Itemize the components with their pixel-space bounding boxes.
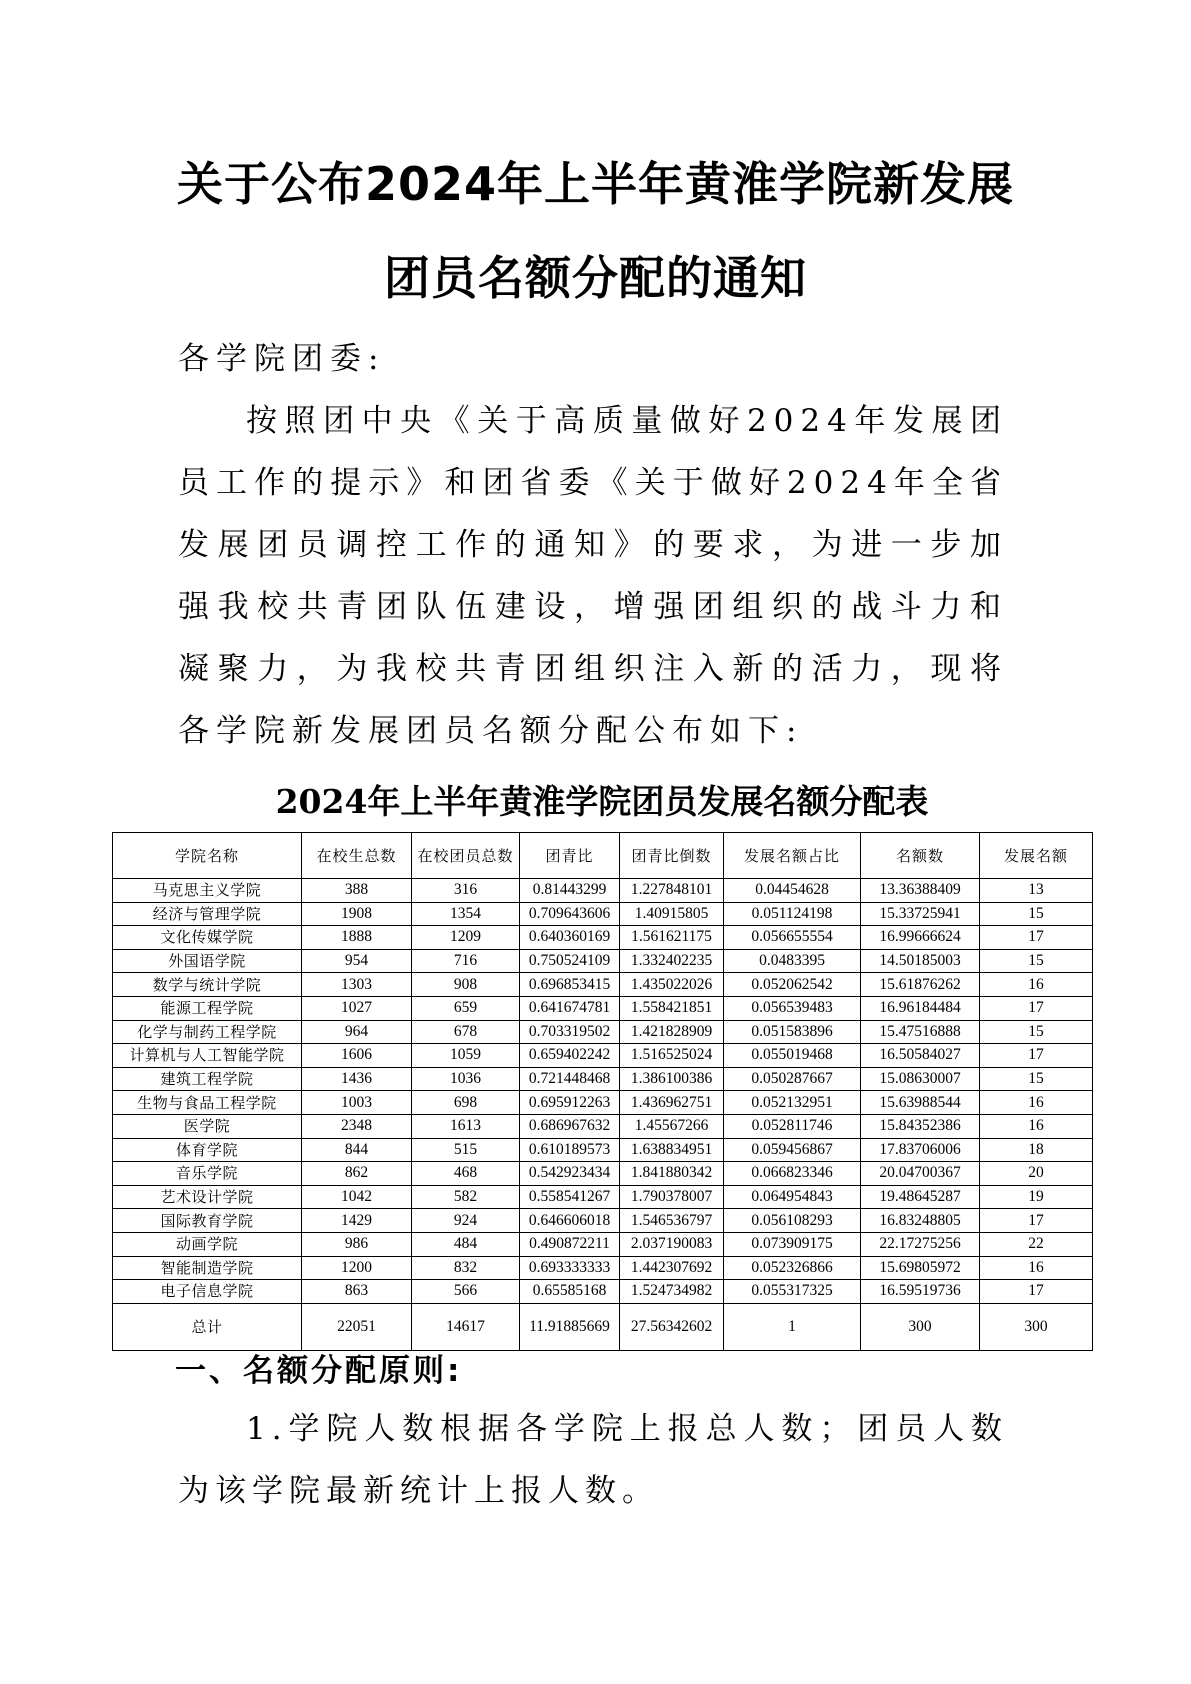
table-cell: 515 bbox=[412, 1138, 520, 1162]
table-cell: 863 bbox=[302, 1280, 412, 1304]
total-label-cell: 总计 bbox=[113, 1303, 302, 1350]
college-name-cell: 智能制造学院 bbox=[113, 1256, 302, 1280]
total-cell: 14617 bbox=[412, 1303, 520, 1350]
table-cell: 0.721448468 bbox=[520, 1067, 620, 1091]
section-heading: 一、名额分配原则: bbox=[175, 1353, 463, 1389]
table-cell: 0.693333333 bbox=[520, 1256, 620, 1280]
table-cell: 1.45567266 bbox=[620, 1114, 724, 1138]
table-row bbox=[113, 879, 1093, 903]
table-cell: 1.561621175 bbox=[620, 926, 724, 950]
table-cell: 17 bbox=[980, 1044, 1093, 1068]
college-name-cell: 建筑工程学院 bbox=[113, 1067, 302, 1091]
college-name-cell: 计算机与人工智能学院 bbox=[113, 1044, 302, 1068]
table-row bbox=[113, 1256, 1093, 1280]
table-cell: 1.332402235 bbox=[620, 949, 724, 973]
table-cell: 20 bbox=[980, 1162, 1093, 1186]
table-cell: 0.558541267 bbox=[520, 1185, 620, 1209]
table-cell: 15 bbox=[980, 1067, 1093, 1091]
table-cell: 15 bbox=[980, 902, 1093, 926]
table-row bbox=[113, 1280, 1093, 1304]
table-cell: 0.0483395 bbox=[724, 949, 861, 973]
table-cell: 954 bbox=[302, 949, 412, 973]
table-cell: 0.641674781 bbox=[520, 996, 620, 1020]
table-cell: 0.052132951 bbox=[724, 1091, 861, 1115]
table-cell: 0.750524109 bbox=[520, 949, 620, 973]
table-row bbox=[113, 1091, 1093, 1115]
table-cell: 844 bbox=[302, 1138, 412, 1162]
table-total-row bbox=[113, 1303, 1093, 1350]
table-cell: 18 bbox=[980, 1138, 1093, 1162]
table-cell: 0.051124198 bbox=[724, 902, 861, 926]
table-cell: 908 bbox=[412, 973, 520, 997]
table-cell: 1.421828909 bbox=[620, 1020, 724, 1044]
total-cell: 1 bbox=[724, 1303, 861, 1350]
college-name-cell: 动画学院 bbox=[113, 1232, 302, 1256]
table-row bbox=[113, 1185, 1093, 1209]
header-cell: 发展名额 bbox=[980, 833, 1093, 879]
table-cell: 1303 bbox=[302, 973, 412, 997]
college-name-cell: 外国语学院 bbox=[113, 949, 302, 973]
college-name-cell: 体育学院 bbox=[113, 1138, 302, 1162]
table-cell: 0.055019468 bbox=[724, 1044, 861, 1068]
table-cell: 15.08630007 bbox=[861, 1067, 980, 1091]
header-cell: 发展名额占比 bbox=[724, 833, 861, 879]
table-cell: 0.055317325 bbox=[724, 1280, 861, 1304]
table-cell: 1.386100386 bbox=[620, 1067, 724, 1091]
table-cell: 1.442307692 bbox=[620, 1256, 724, 1280]
table-cell: 1436 bbox=[302, 1067, 412, 1091]
table-cell: 14.50185003 bbox=[861, 949, 980, 973]
table-cell: 0.646606018 bbox=[520, 1209, 620, 1233]
table-cell: 0.050287667 bbox=[724, 1067, 861, 1091]
table-cell: 16.50584027 bbox=[861, 1044, 980, 1068]
total-cell: 300 bbox=[980, 1303, 1093, 1350]
table-cell: 0.542923434 bbox=[520, 1162, 620, 1186]
table-cell: 0.81443299 bbox=[520, 879, 620, 903]
table-cell: 1354 bbox=[412, 902, 520, 926]
college-name-cell: 音乐学院 bbox=[113, 1162, 302, 1186]
table-cell: 15.84352386 bbox=[861, 1114, 980, 1138]
table-cell: 484 bbox=[412, 1232, 520, 1256]
table-cell: 0.703319502 bbox=[520, 1020, 620, 1044]
table-row bbox=[113, 926, 1093, 950]
table-cell: 0.052062542 bbox=[724, 973, 861, 997]
table-cell: 17 bbox=[980, 926, 1093, 950]
table-cell: 2.037190083 bbox=[620, 1232, 724, 1256]
table-cell: 0.686967632 bbox=[520, 1114, 620, 1138]
table-cell: 13.36388409 bbox=[861, 879, 980, 903]
college-name-cell: 国际教育学院 bbox=[113, 1209, 302, 1233]
table-cell: 1.40915805 bbox=[620, 902, 724, 926]
table-cell: 16.99666624 bbox=[861, 926, 980, 950]
table-row bbox=[113, 1044, 1093, 1068]
table-cell: 16 bbox=[980, 1256, 1093, 1280]
total-cell: 300 bbox=[861, 1303, 980, 1350]
table-cell: 1606 bbox=[302, 1044, 412, 1068]
table-cell: 0.659402242 bbox=[520, 1044, 620, 1068]
table-cell: 1042 bbox=[302, 1185, 412, 1209]
table-cell: 15.33725941 bbox=[861, 902, 980, 926]
header-cell: 在校生总数 bbox=[302, 833, 412, 879]
table-cell: 19 bbox=[980, 1185, 1093, 1209]
table-cell: 1.436962751 bbox=[620, 1091, 724, 1115]
table-cell: 1888 bbox=[302, 926, 412, 950]
table-cell: 388 bbox=[302, 879, 412, 903]
table-cell: 0.610189573 bbox=[520, 1138, 620, 1162]
principle-item-1: 1.学院人数根据各学院上报总人数；团员人数为该学院最新统计上报人数。 bbox=[178, 1411, 1008, 1509]
table-cell: 2348 bbox=[302, 1114, 412, 1138]
header-cell: 学院名称 bbox=[113, 833, 302, 879]
table-header-row bbox=[113, 833, 1093, 879]
table-cell: 19.48645287 bbox=[861, 1185, 980, 1209]
table-cell: 17 bbox=[980, 996, 1093, 1020]
table-cell: 17 bbox=[980, 1209, 1093, 1233]
table-cell: 1.790378007 bbox=[620, 1185, 724, 1209]
table-cell: 1.516525024 bbox=[620, 1044, 724, 1068]
table-row bbox=[113, 1138, 1093, 1162]
table-cell: 0.04454628 bbox=[724, 879, 861, 903]
college-name-cell: 生物与食品工程学院 bbox=[113, 1091, 302, 1115]
table-cell: 17 bbox=[980, 1280, 1093, 1304]
salutation: 各学院团委: bbox=[178, 341, 386, 377]
table-row bbox=[113, 1209, 1093, 1233]
table-cell: 0.056108293 bbox=[724, 1209, 861, 1233]
table-cell: 1.841880342 bbox=[620, 1162, 724, 1186]
table-title: 2024年上半年黄淮学院团员发展名额分配表 bbox=[275, 782, 929, 821]
table-cell: 986 bbox=[302, 1232, 412, 1256]
header-cell: 团青比 bbox=[520, 833, 620, 879]
table-cell: 0.709643606 bbox=[520, 902, 620, 926]
table-cell: 1429 bbox=[302, 1209, 412, 1233]
table-cell: 0.051583896 bbox=[724, 1020, 861, 1044]
table-cell: 468 bbox=[412, 1162, 520, 1186]
table-cell: 22 bbox=[980, 1232, 1093, 1256]
college-name-cell: 经济与管理学院 bbox=[113, 902, 302, 926]
table-row bbox=[113, 1067, 1093, 1091]
table-cell: 15 bbox=[980, 1020, 1093, 1044]
table-cell: 0.052326866 bbox=[724, 1256, 861, 1280]
college-name-cell: 化学与制药工程学院 bbox=[113, 1020, 302, 1044]
table-cell: 0.064954843 bbox=[724, 1185, 861, 1209]
college-name-cell: 电子信息学院 bbox=[113, 1280, 302, 1304]
table-cell: 16 bbox=[980, 973, 1093, 997]
table-cell: 0.696853415 bbox=[520, 973, 620, 997]
table-cell: 316 bbox=[412, 879, 520, 903]
header-cell: 在校团员总数 bbox=[412, 833, 520, 879]
table-cell: 17.83706006 bbox=[861, 1138, 980, 1162]
table-cell: 698 bbox=[412, 1091, 520, 1115]
table-cell: 0.65585168 bbox=[520, 1280, 620, 1304]
table-cell: 0.059456867 bbox=[724, 1138, 861, 1162]
table-row bbox=[113, 973, 1093, 997]
table-cell: 1027 bbox=[302, 996, 412, 1020]
table-cell: 15.69805972 bbox=[861, 1256, 980, 1280]
table-row bbox=[113, 1114, 1093, 1138]
table-cell: 0.640360169 bbox=[520, 926, 620, 950]
table-cell: 0.490872211 bbox=[520, 1232, 620, 1256]
table-cell: 0.056539483 bbox=[724, 996, 861, 1020]
college-name-cell: 医学院 bbox=[113, 1114, 302, 1138]
table-cell: 566 bbox=[412, 1280, 520, 1304]
table-cell: 1003 bbox=[302, 1091, 412, 1115]
table-row bbox=[113, 1020, 1093, 1044]
table-cell: 1613 bbox=[412, 1114, 520, 1138]
table-cell: 22.17275256 bbox=[861, 1232, 980, 1256]
table-cell: 0.066823346 bbox=[724, 1162, 861, 1186]
table-cell: 16.59519736 bbox=[861, 1280, 980, 1304]
quota-table bbox=[112, 832, 1093, 1351]
header-cell: 团青比倒数 bbox=[620, 833, 724, 879]
table-cell: 659 bbox=[412, 996, 520, 1020]
total-cell: 27.56342602 bbox=[620, 1303, 724, 1350]
table-cell: 15.61876262 bbox=[861, 973, 980, 997]
total-cell: 11.91885669 bbox=[520, 1303, 620, 1350]
table-cell: 0.073909175 bbox=[724, 1232, 861, 1256]
table-cell: 0.695912263 bbox=[520, 1091, 620, 1115]
table-cell: 1908 bbox=[302, 902, 412, 926]
college-name-cell: 数学与统计学院 bbox=[113, 973, 302, 997]
table-cell: 964 bbox=[302, 1020, 412, 1044]
table-cell: 16.96184484 bbox=[861, 996, 980, 1020]
table-cell: 716 bbox=[412, 949, 520, 973]
table-cell: 13 bbox=[980, 879, 1093, 903]
table-cell: 582 bbox=[412, 1185, 520, 1209]
college-name-cell: 文化传媒学院 bbox=[113, 926, 302, 950]
table-cell: 15.63988544 bbox=[861, 1091, 980, 1115]
table-cell: 15.47516888 bbox=[861, 1020, 980, 1044]
table-cell: 1.558421851 bbox=[620, 996, 724, 1020]
college-name-cell: 马克思主义学院 bbox=[113, 879, 302, 903]
table-row bbox=[113, 1232, 1093, 1256]
body-paragraph: 按照团中央《关于高质量做好2024年发展团员工作的提示》和团省委《关于做好2024年全省发展团员调控工作的通知》的要求，为进一步加强我校共青团队伍建设，增强团组织的战斗力和凝聚力，为我校共青团组织注入新的活力，现将各学院新发展团员名额分配公布如下: bbox=[178, 403, 1008, 749]
table-row bbox=[113, 996, 1093, 1020]
table-cell: 1.638834951 bbox=[620, 1138, 724, 1162]
table-cell: 862 bbox=[302, 1162, 412, 1186]
table-cell: 1059 bbox=[412, 1044, 520, 1068]
table-row bbox=[113, 902, 1093, 926]
table-cell: 678 bbox=[412, 1020, 520, 1044]
notice-title-line1: 关于公布2024年上半年黄淮学院新发展 bbox=[176, 157, 1015, 211]
table-cell: 1.524734982 bbox=[620, 1280, 724, 1304]
table-cell: 1036 bbox=[412, 1067, 520, 1091]
table-row bbox=[113, 949, 1093, 973]
table-cell: 16 bbox=[980, 1091, 1093, 1115]
table-body bbox=[113, 879, 1093, 1351]
table-cell: 1209 bbox=[412, 926, 520, 950]
table-cell: 16.83248805 bbox=[861, 1209, 980, 1233]
table-cell: 1.435022026 bbox=[620, 973, 724, 997]
table-cell: 20.04700367 bbox=[861, 1162, 980, 1186]
table-cell: 1.227848101 bbox=[620, 879, 724, 903]
college-name-cell: 能源工程学院 bbox=[113, 996, 302, 1020]
table-cell: 924 bbox=[412, 1209, 520, 1233]
total-cell: 22051 bbox=[302, 1303, 412, 1350]
table-cell: 16 bbox=[980, 1114, 1093, 1138]
table-cell: 1200 bbox=[302, 1256, 412, 1280]
table-cell: 0.056655554 bbox=[724, 926, 861, 950]
notice-title-line2: 团员名额分配的通知 bbox=[384, 251, 807, 305]
table-cell: 1.546536797 bbox=[620, 1209, 724, 1233]
table-cell: 15 bbox=[980, 949, 1093, 973]
table-row bbox=[113, 1162, 1093, 1186]
table-cell: 0.052811746 bbox=[724, 1114, 861, 1138]
table-cell: 832 bbox=[412, 1256, 520, 1280]
header-cell: 名额数 bbox=[861, 833, 980, 879]
college-name-cell: 艺术设计学院 bbox=[113, 1185, 302, 1209]
